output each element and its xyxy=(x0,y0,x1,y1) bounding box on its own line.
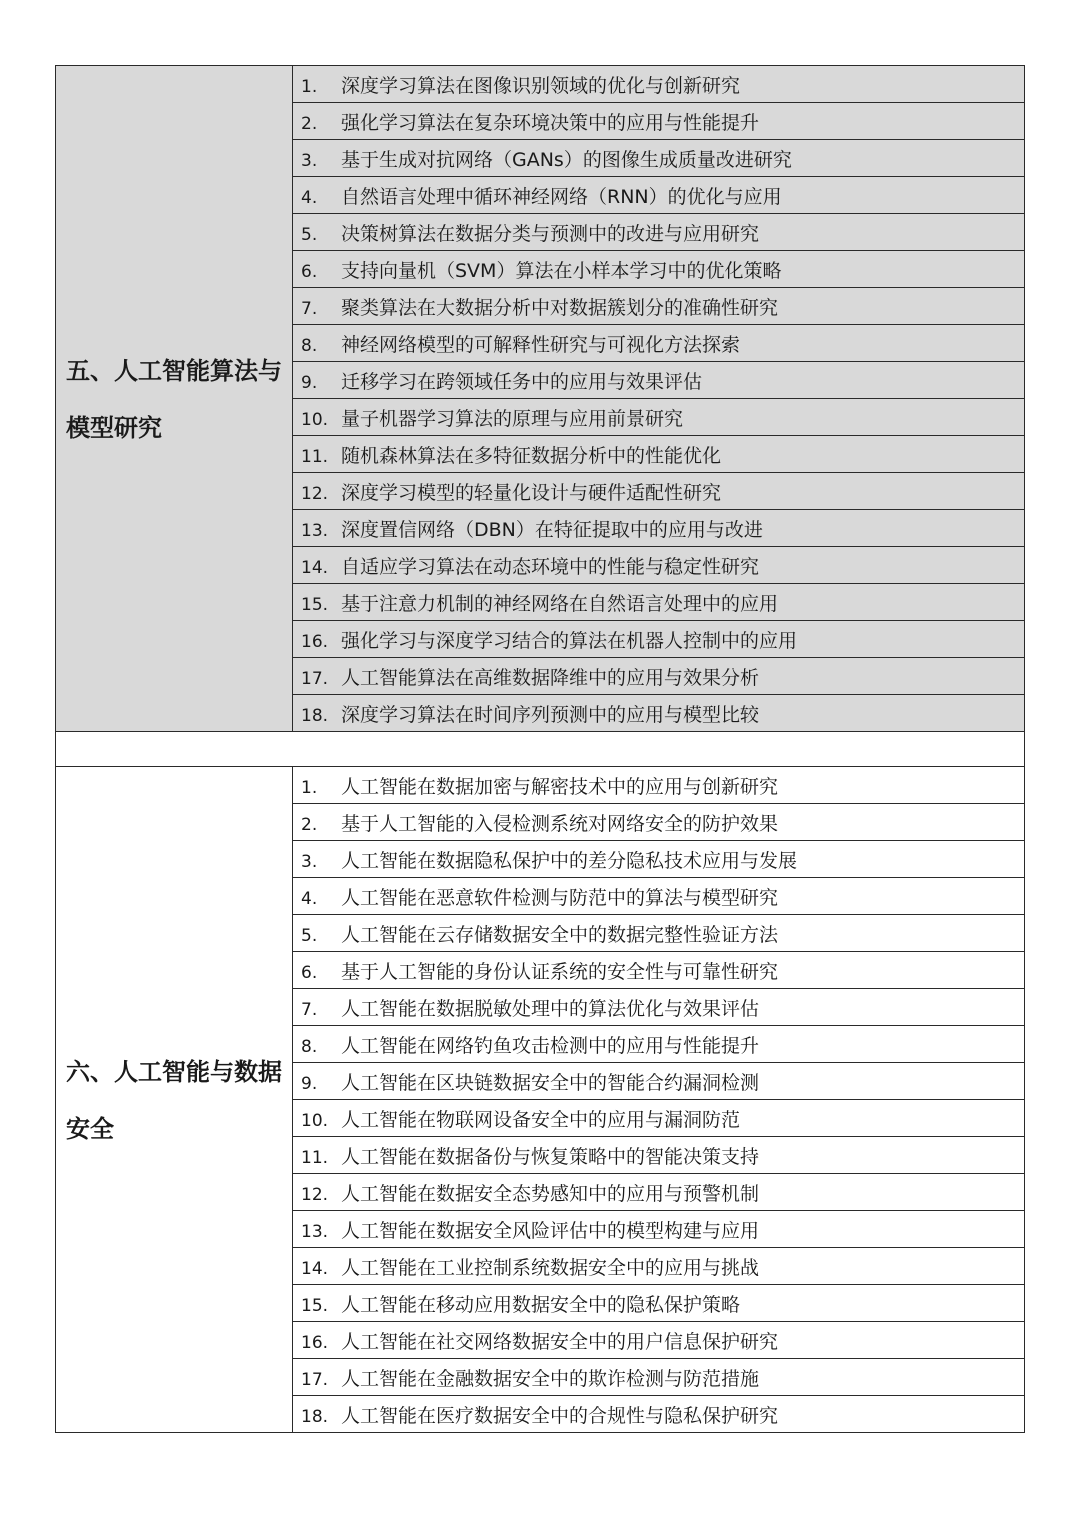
topic-row xyxy=(56,66,1025,103)
topic-number: 8. xyxy=(301,335,318,356)
topic-cell xyxy=(293,1396,1025,1433)
topics-table-body xyxy=(56,66,1025,1433)
topic-title: 基于人工智能的身份认证系统的安全性与可靠性研究 xyxy=(341,960,779,983)
topic-title: 深度学习算法在图像识别领域的优化与创新研究 xyxy=(341,74,741,97)
topic-title: 人工智能算法在高维数据降维中的应用与效果分析 xyxy=(341,666,760,689)
topic-title: 量子机器学习算法的原理与应用前景研究 xyxy=(341,407,684,430)
topic-number: 9. xyxy=(301,1073,318,1094)
topic-cell xyxy=(293,621,1025,658)
topic-cell xyxy=(293,103,1025,140)
section-category: 五、人工智能算法与模型研究 xyxy=(56,66,293,732)
topics-table xyxy=(55,65,1025,1433)
topic-cell xyxy=(293,1100,1025,1137)
topic-title: 基于注意力机制的神经网络在自然语言处理中的应用 xyxy=(341,592,779,615)
topic-title: 迁移学习在跨领域任务中的应用与效果评估 xyxy=(341,370,703,393)
topic-title: 人工智能在社交网络数据安全中的用户信息保护研究 xyxy=(341,1330,779,1353)
topic-cell xyxy=(293,140,1025,177)
topic-number: 7. xyxy=(301,999,318,1020)
topic-cell xyxy=(293,841,1025,878)
topic-title: 自然语言处理中循环神经网络（RNN）的优化与应用 xyxy=(341,185,782,208)
topic-cell xyxy=(293,251,1025,288)
topic-number: 10. xyxy=(301,409,329,430)
section-spacer-row xyxy=(56,732,1025,767)
topic-cell xyxy=(293,952,1025,989)
topic-cell xyxy=(293,436,1025,473)
topic-number: 6. xyxy=(301,261,318,282)
topic-cell xyxy=(293,584,1025,621)
topic-title: 深度置信网络（DBN）在特征提取中的应用与改进 xyxy=(341,518,763,541)
topic-cell xyxy=(293,1322,1025,1359)
topic-number: 16. xyxy=(301,1332,329,1353)
topic-cell xyxy=(293,804,1025,841)
topic-cell xyxy=(293,989,1025,1026)
topic-cell xyxy=(293,915,1025,952)
topic-number: 12. xyxy=(301,1184,329,1205)
topic-number: 11. xyxy=(301,446,329,467)
topic-cell xyxy=(293,658,1025,695)
topic-number: 7. xyxy=(301,298,318,319)
topic-number: 18. xyxy=(301,705,329,726)
topic-cell xyxy=(293,362,1025,399)
topic-cell xyxy=(293,1026,1025,1063)
topic-cell xyxy=(293,878,1025,915)
topic-title: 人工智能在数据加密与解密技术中的应用与创新研究 xyxy=(341,775,779,798)
topic-title: 支持向量机（SVM）算法在小样本学习中的优化策略 xyxy=(341,259,782,282)
topic-title: 人工智能在物联网设备安全中的应用与漏洞防范 xyxy=(341,1108,741,1131)
topic-row xyxy=(56,767,1025,804)
topic-cell xyxy=(293,66,1025,103)
topic-title: 基于生成对抗网络（GANs）的图像生成质量改进研究 xyxy=(341,148,792,171)
topic-number: 3. xyxy=(301,851,318,872)
topic-cell xyxy=(293,1063,1025,1100)
topic-cell xyxy=(293,1359,1025,1396)
topic-number: 6. xyxy=(301,962,318,983)
topic-title: 神经网络模型的可解释性研究与可视化方法探索 xyxy=(341,333,741,356)
topic-number: 9. xyxy=(301,372,318,393)
topic-title: 人工智能在移动应用数据安全中的隐私保护策略 xyxy=(341,1293,741,1316)
topic-title: 人工智能在金融数据安全中的欺诈检测与防范措施 xyxy=(341,1367,760,1390)
topic-number: 17. xyxy=(301,1369,329,1390)
topic-cell xyxy=(293,177,1025,214)
topic-cell xyxy=(293,767,1025,804)
topic-number: 1. xyxy=(301,76,318,97)
topic-cell xyxy=(293,325,1025,362)
topic-title: 人工智能在医疗数据安全中的合规性与隐私保护研究 xyxy=(341,1404,779,1427)
topic-cell xyxy=(293,1174,1025,1211)
topic-title: 基于人工智能的入侵检测系统对网络安全的防护效果 xyxy=(341,812,779,835)
topic-cell xyxy=(293,547,1025,584)
section-category: 六、人工智能与数据安全 xyxy=(56,767,293,1433)
topic-number: 10. xyxy=(301,1110,329,1131)
topic-title: 深度学习模型的轻量化设计与硬件适配性研究 xyxy=(341,481,722,504)
topic-title: 人工智能在数据备份与恢复策略中的智能决策支持 xyxy=(341,1145,760,1168)
topic-number: 16. xyxy=(301,631,329,652)
topic-title: 人工智能在云存储数据安全中的数据完整性验证方法 xyxy=(341,923,779,946)
topic-number: 17. xyxy=(301,668,329,689)
topic-cell xyxy=(293,1137,1025,1174)
spacer-cell xyxy=(56,732,1025,767)
topic-title: 人工智能在区块链数据安全中的智能合约漏洞检测 xyxy=(341,1071,760,1094)
topic-title: 人工智能在恶意软件检测与防范中的算法与模型研究 xyxy=(341,886,779,909)
topic-number: 8. xyxy=(301,1036,318,1057)
topic-number: 12. xyxy=(301,483,329,504)
topic-number: 13. xyxy=(301,1221,329,1242)
topic-title: 人工智能在数据脱敏处理中的算法优化与效果评估 xyxy=(341,997,760,1020)
topic-number: 2. xyxy=(301,113,318,134)
topic-number: 15. xyxy=(301,1295,329,1316)
topic-number: 11. xyxy=(301,1147,329,1168)
topic-cell xyxy=(293,1285,1025,1322)
topic-cell xyxy=(293,1248,1025,1285)
topic-cell xyxy=(293,399,1025,436)
topic-cell xyxy=(293,288,1025,325)
topic-number: 14. xyxy=(301,1258,329,1279)
topic-number: 15. xyxy=(301,594,329,615)
topic-cell xyxy=(293,473,1025,510)
topic-title: 人工智能在数据安全态势感知中的应用与预警机制 xyxy=(341,1182,760,1205)
topic-title: 决策树算法在数据分类与预测中的改进与应用研究 xyxy=(341,222,760,245)
topic-number: 14. xyxy=(301,557,329,578)
topic-cell xyxy=(293,510,1025,547)
topic-title: 随机森林算法在多特征数据分析中的性能优化 xyxy=(341,444,722,467)
topic-title: 人工智能在数据安全风险评估中的模型构建与应用 xyxy=(341,1219,760,1242)
topic-number: 2. xyxy=(301,814,318,835)
topic-number: 4. xyxy=(301,888,318,909)
topic-title: 强化学习算法在复杂环境决策中的应用与性能提升 xyxy=(341,111,760,134)
topic-title: 深度学习算法在时间序列预测中的应用与模型比较 xyxy=(341,703,760,726)
topic-number: 13. xyxy=(301,520,329,541)
topic-title: 人工智能在工业控制系统数据安全中的应用与挑战 xyxy=(341,1256,760,1279)
topic-number: 1. xyxy=(301,777,318,798)
topic-number: 3. xyxy=(301,150,318,171)
topic-title: 人工智能在网络钓鱼攻击检测中的应用与性能提升 xyxy=(341,1034,760,1057)
topic-title: 人工智能在数据隐私保护中的差分隐私技术应用与发展 xyxy=(341,849,798,872)
topic-title: 自适应学习算法在动态环境中的性能与稳定性研究 xyxy=(341,555,760,578)
topic-cell xyxy=(293,214,1025,251)
topic-number: 5. xyxy=(301,224,318,245)
topic-number: 5. xyxy=(301,925,318,946)
topic-title: 强化学习与深度学习结合的算法在机器人控制中的应用 xyxy=(341,629,798,652)
topic-cell xyxy=(293,695,1025,732)
topic-number: 18. xyxy=(301,1406,329,1427)
topic-title: 聚类算法在大数据分析中对数据簇划分的准确性研究 xyxy=(341,296,779,319)
topic-cell xyxy=(293,1211,1025,1248)
topic-number: 4. xyxy=(301,187,318,208)
